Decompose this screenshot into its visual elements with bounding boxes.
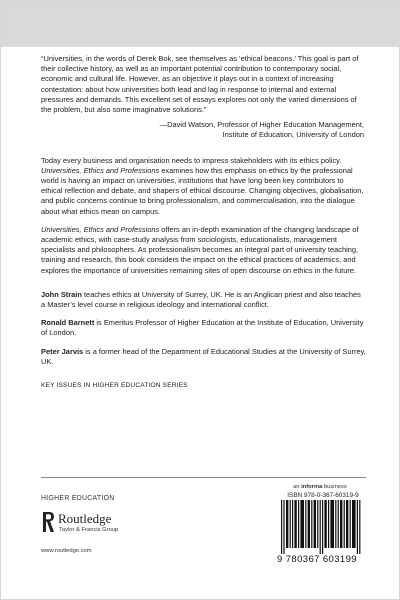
author-name: John Strain xyxy=(41,289,82,299)
description-p1-intro: Today every business and organisation needs to impress stakeholders with its ethics policy. xyxy=(41,155,342,165)
subject-category: HIGHER EDUCATION xyxy=(41,495,115,502)
barcode-digits: 9 780367 603199 xyxy=(277,554,357,565)
description-p1-rest: examines how this emphasis on ethics by the professional world is having an impact on universities, institutions that have long been key contributors to ethical reflection and debate, and shapers of ethical discourse. Changing objectives, globalisation, and public concerns continue to bring professionalism, and commercialisation, into the dialogue about what ethics mean on campus. xyxy=(41,165,364,216)
routledge-r-logo-icon xyxy=(41,511,55,533)
barcode-icon xyxy=(277,500,367,554)
series-name: KEY ISSUES IN HIGHER EDUCATION SERIES xyxy=(41,382,188,390)
description-paragraph-1 xyxy=(41,156,366,217)
book-title-italic: Universities, Ethics and Professions xyxy=(41,224,160,234)
author-bio-text: is a former head of the Department of Educational Studies at the University of Surrey, UK. xyxy=(41,346,366,366)
divider-rule xyxy=(41,477,366,478)
publisher-logo xyxy=(41,511,161,539)
description-p2-rest: offers an in-depth examination of the changing landscape of academic ethics, with case-study analysis from sociologists, educationalists, management specialists and philosophers. As professionalism becomes an integral part of university teaching, training and research, this book considers the impact on the ethical practices of academics, and explores the importance of universities remaining sites of open discourse on ethics in the future. xyxy=(41,224,359,275)
informa-brand: informa xyxy=(301,484,323,490)
informa-prefix: an xyxy=(293,484,302,490)
isbn-label: ISBN 978-0-367-60319-9 xyxy=(287,492,359,499)
attribution-line-2: Institute of Education, University of London xyxy=(222,130,364,140)
publisher-tagline: Taylor & Francis Group xyxy=(59,527,119,533)
publisher-name: Routledge xyxy=(58,511,112,526)
description-paragraph-2 xyxy=(41,225,366,276)
author-bio-text: teaches ethics at University of Surrey, UK. He is an Anglican priest and also teaches a Master’s level course in religious ideology and international conflict. xyxy=(41,289,361,310)
quote-attribution xyxy=(41,120,366,140)
author-name: Peter Jarvis xyxy=(41,346,84,356)
informa-suffix: business xyxy=(322,484,347,490)
author-bio-text: is Emeritus Professor of Higher Education at the Institute of Education, University of London. xyxy=(41,318,364,338)
publisher-url: www.routledge.com xyxy=(41,548,92,554)
top-color-band xyxy=(1,1,400,47)
author-name: Ronald Barnett xyxy=(41,318,95,328)
author-bio xyxy=(41,290,366,310)
endorsement-quote: “Universities, in the words of Derek Bok, see themselves as ‘ethical beacons.’ This goal is part of their collective history, as well as an important potential contribution to contemporary social, economic and cultural life. However, as an objective it plays out in a context of increasing contestation: about how universities both lead and lag in response to internal and external pressures and demands. This excellent set of essays explores not only the varied dimensions of the problem, but also some imaginative solutions.” xyxy=(41,54,359,115)
cover-text xyxy=(41,54,366,391)
author-bio xyxy=(41,347,366,367)
informa-business-note xyxy=(293,484,347,490)
author-bio xyxy=(41,318,366,338)
book-title-italic: Universities, Ethics and Professions xyxy=(41,165,160,175)
attribution-line-1: —David Watson, Professor of Higher Education Management, xyxy=(159,120,364,130)
